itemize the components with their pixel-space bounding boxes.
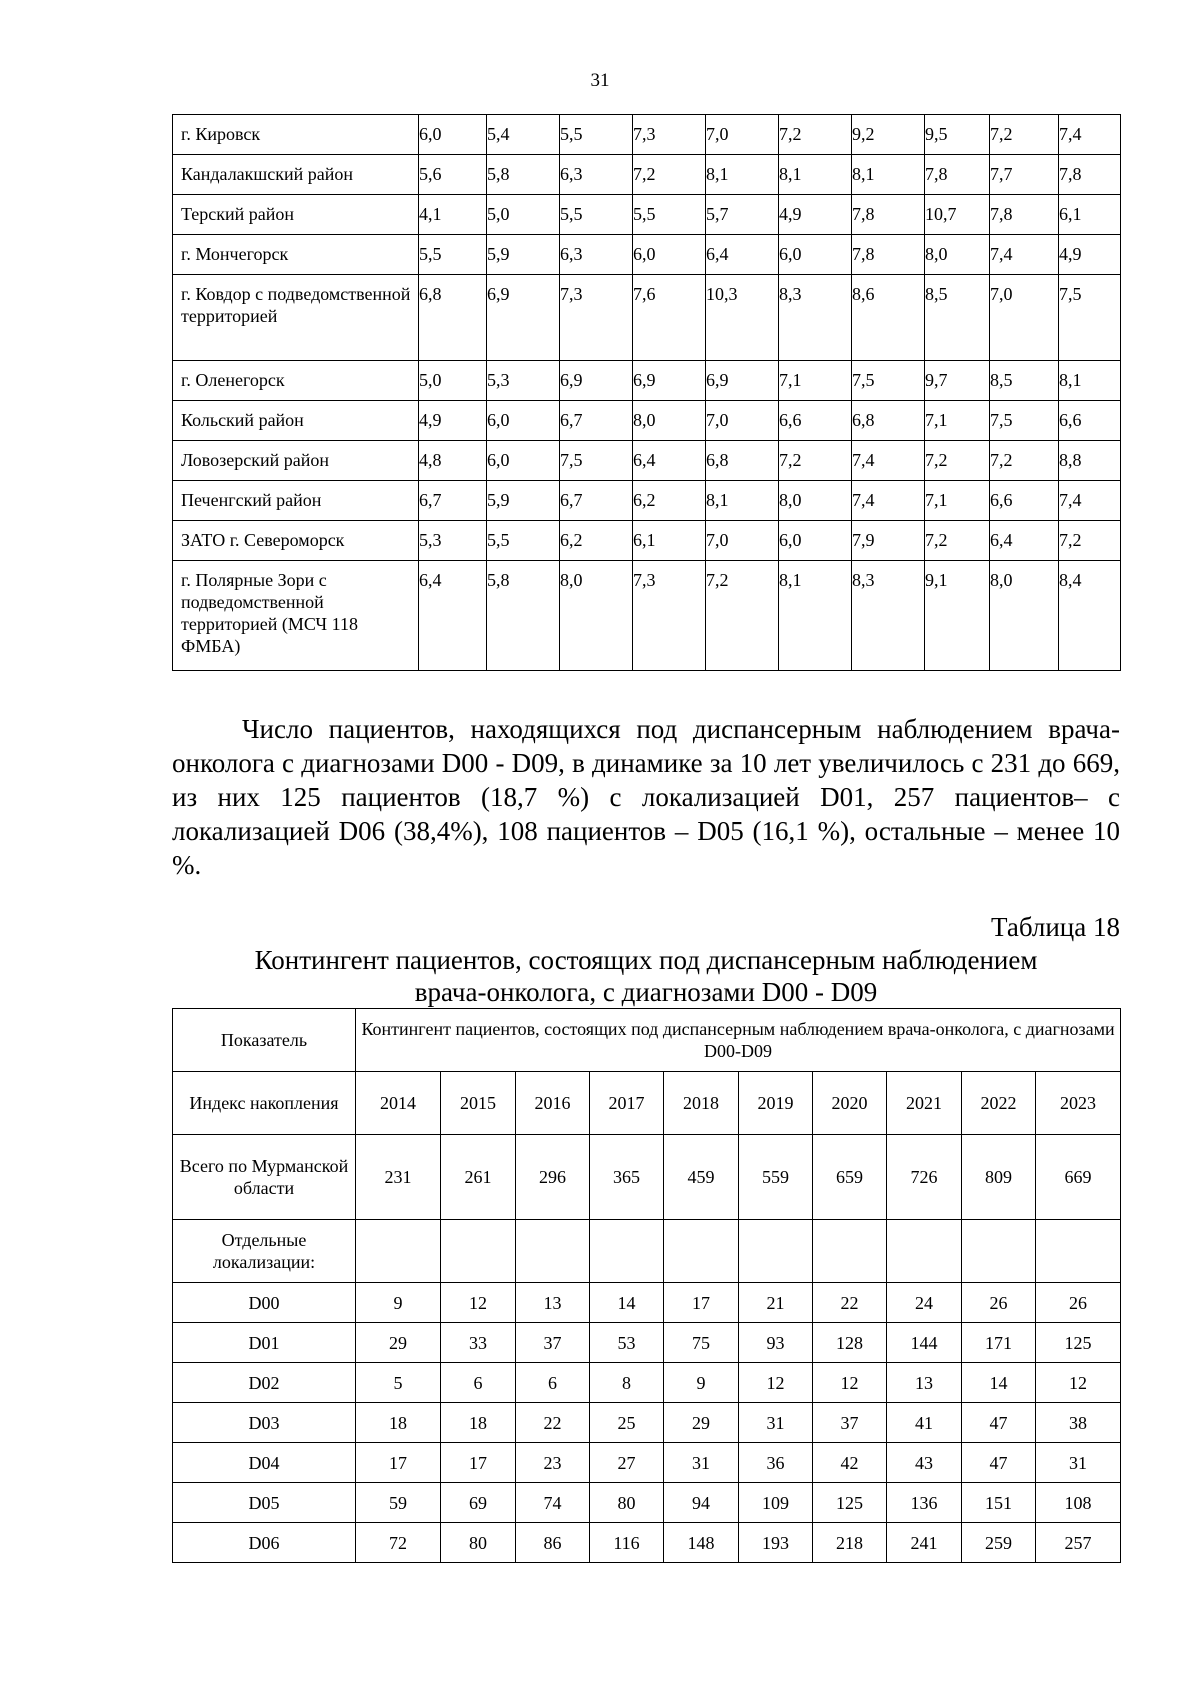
table-row bbox=[173, 1403, 1121, 1443]
cell-value: 6,9 bbox=[487, 275, 560, 361]
cell-value: 8,5 bbox=[925, 275, 990, 361]
row-label: Отдельные локализации: bbox=[173, 1220, 356, 1283]
cell-value: 296 bbox=[516, 1135, 590, 1220]
cell-value: 2022 bbox=[962, 1072, 1036, 1135]
cell-value: 6,1 bbox=[633, 521, 706, 561]
cell-value: 12 bbox=[441, 1283, 516, 1323]
cell-value: 8,3 bbox=[779, 275, 852, 361]
cell-value: 7,5 bbox=[560, 441, 633, 481]
cell-value: 171 bbox=[962, 1323, 1036, 1363]
table-row bbox=[173, 1323, 1121, 1363]
cell-value: 8,8 bbox=[1059, 441, 1121, 481]
row-label: Индекс накопления bbox=[173, 1072, 356, 1135]
cell-value: 22 bbox=[516, 1403, 590, 1443]
cell-value: 2021 bbox=[887, 1072, 962, 1135]
cell-value: 5,9 bbox=[487, 481, 560, 521]
cell-value: 459 bbox=[664, 1135, 739, 1220]
cell-value: 8,1 bbox=[779, 561, 852, 671]
cell-value: 21 bbox=[739, 1283, 813, 1323]
cell-value: 17 bbox=[664, 1283, 739, 1323]
cell-value: 5,4 bbox=[487, 115, 560, 155]
cell-value: 8,0 bbox=[633, 401, 706, 441]
cell-value: 18 bbox=[356, 1403, 441, 1443]
cell-value: 47 bbox=[962, 1403, 1036, 1443]
row-label: D00 bbox=[173, 1283, 356, 1323]
cell-value: 2014 bbox=[356, 1072, 441, 1135]
cell-value bbox=[813, 1220, 887, 1283]
cell-value: 8,1 bbox=[852, 155, 925, 195]
cell-value: 5,8 bbox=[487, 155, 560, 195]
cell-value: 75 bbox=[664, 1323, 739, 1363]
cell-value: 13 bbox=[516, 1283, 590, 1323]
row-name: Печенгский район bbox=[173, 481, 419, 521]
cell-value: 5,5 bbox=[487, 521, 560, 561]
cell-value: 4,9 bbox=[1059, 235, 1121, 275]
cell-value: 6,2 bbox=[560, 521, 633, 561]
cell-value: 7,2 bbox=[990, 441, 1059, 481]
cell-value: 6,0 bbox=[419, 115, 487, 155]
cell-value: 6,9 bbox=[560, 361, 633, 401]
cell-value bbox=[739, 1220, 813, 1283]
cell-value: 8,6 bbox=[852, 275, 925, 361]
cell-value: 6,6 bbox=[779, 401, 852, 441]
cell-value bbox=[1036, 1220, 1121, 1283]
cell-value: 5,9 bbox=[487, 235, 560, 275]
cell-value: 136 bbox=[887, 1483, 962, 1523]
table-row bbox=[173, 401, 1121, 441]
cell-value: 559 bbox=[739, 1135, 813, 1220]
cell-value: 18 bbox=[441, 1403, 516, 1443]
cell-value: 7,5 bbox=[1059, 275, 1121, 361]
cell-value: 5,5 bbox=[633, 195, 706, 235]
cell-value: 2017 bbox=[590, 1072, 664, 1135]
cell-value: 22 bbox=[813, 1283, 887, 1323]
cell-value bbox=[664, 1220, 739, 1283]
cell-value: 69 bbox=[441, 1483, 516, 1523]
cell-value: 809 bbox=[962, 1135, 1036, 1220]
cell-value: 8,0 bbox=[779, 481, 852, 521]
cell-value: 94 bbox=[664, 1483, 739, 1523]
cell-value: 23 bbox=[516, 1443, 590, 1483]
cell-value: 7,8 bbox=[852, 195, 925, 235]
cell-value: 93 bbox=[739, 1323, 813, 1363]
cell-value: 7,6 bbox=[633, 275, 706, 361]
cell-value: 148 bbox=[664, 1523, 739, 1563]
cell-value: 7,2 bbox=[633, 155, 706, 195]
table-row bbox=[173, 441, 1121, 481]
cell-value: 128 bbox=[813, 1323, 887, 1363]
cell-value: 2016 bbox=[516, 1072, 590, 1135]
cell-value: 6,0 bbox=[487, 401, 560, 441]
cell-value: 365 bbox=[590, 1135, 664, 1220]
cell-value: 2015 bbox=[441, 1072, 516, 1135]
cell-value: 31 bbox=[739, 1403, 813, 1443]
cell-value: 257 bbox=[1036, 1523, 1121, 1563]
cell-value: 6,8 bbox=[852, 401, 925, 441]
cell-value: 6,0 bbox=[487, 441, 560, 481]
cell-value: 7,3 bbox=[633, 561, 706, 671]
row-name: Ловозерский район bbox=[173, 441, 419, 481]
cell-value: 5,5 bbox=[560, 115, 633, 155]
table-header-row bbox=[173, 1009, 1121, 1072]
contingent-table bbox=[172, 1008, 1121, 1563]
row-name: г. Ковдор с подведомственной территорией bbox=[173, 275, 419, 361]
cell-value: 5,0 bbox=[419, 361, 487, 401]
cell-value: 6,8 bbox=[419, 275, 487, 361]
cell-value: 9,1 bbox=[925, 561, 990, 671]
table-row bbox=[173, 155, 1121, 195]
cell-value: 7,8 bbox=[852, 235, 925, 275]
cell-value: 259 bbox=[962, 1523, 1036, 1563]
cell-value: 7,2 bbox=[925, 441, 990, 481]
cell-value: 7,8 bbox=[925, 155, 990, 195]
cell-value: 6,4 bbox=[706, 235, 779, 275]
cell-value: 6,9 bbox=[706, 361, 779, 401]
cell-value bbox=[441, 1220, 516, 1283]
cell-value: 37 bbox=[516, 1323, 590, 1363]
cell-value: 4,9 bbox=[419, 401, 487, 441]
table-row bbox=[173, 1283, 1121, 1323]
row-name: г. Оленегорск bbox=[173, 361, 419, 401]
cell-value: 193 bbox=[739, 1523, 813, 1563]
cell-value: 27 bbox=[590, 1443, 664, 1483]
cell-value: 6,6 bbox=[990, 481, 1059, 521]
cell-value: 37 bbox=[813, 1403, 887, 1443]
cell-value: 43 bbox=[887, 1443, 962, 1483]
cell-value: 14 bbox=[962, 1363, 1036, 1403]
cell-value: 12 bbox=[813, 1363, 887, 1403]
cell-value: 7,0 bbox=[706, 401, 779, 441]
cell-value: 86 bbox=[516, 1523, 590, 1563]
cell-value: 261 bbox=[441, 1135, 516, 1220]
row-label: Всего по Мурманской области bbox=[173, 1135, 356, 1220]
cell-value: 4,9 bbox=[779, 195, 852, 235]
table-row bbox=[173, 195, 1121, 235]
cell-value: 9,2 bbox=[852, 115, 925, 155]
cell-value: 17 bbox=[356, 1443, 441, 1483]
cell-value: 80 bbox=[590, 1483, 664, 1523]
cell-value: 7,4 bbox=[990, 235, 1059, 275]
cell-value: 7,2 bbox=[1059, 521, 1121, 561]
cell-value bbox=[887, 1220, 962, 1283]
cell-value: 12 bbox=[739, 1363, 813, 1403]
cell-value: 26 bbox=[962, 1283, 1036, 1323]
cell-value: 7,2 bbox=[779, 441, 852, 481]
header-indicator: Показатель bbox=[173, 1009, 356, 1072]
cell-value: 6,0 bbox=[633, 235, 706, 275]
cell-value: 24 bbox=[887, 1283, 962, 1323]
cell-value bbox=[516, 1220, 590, 1283]
cell-value: 2018 bbox=[664, 1072, 739, 1135]
cell-value: 8,1 bbox=[706, 481, 779, 521]
cell-value: 8,4 bbox=[1059, 561, 1121, 671]
table-title-line2: врача-онколога, с диагнозами D00 - D09 bbox=[414, 977, 878, 1007]
cell-value: 14 bbox=[590, 1283, 664, 1323]
table-row bbox=[173, 1483, 1121, 1523]
cell-value: 10,3 bbox=[706, 275, 779, 361]
cell-value: 6 bbox=[516, 1363, 590, 1403]
cell-value: 7,4 bbox=[1059, 481, 1121, 521]
cell-value: 9,5 bbox=[925, 115, 990, 155]
table-title-line1: Контингент пациентов, состоящих под диспансерным наблюдением bbox=[254, 945, 1038, 975]
body-paragraph: Число пациентов, находящихся под диспансерным наблюдением врача-онколога с диагнозами D00 - D09, в динамике за 10 лет увеличилось с 231 до 669, из них 125 пациентов (18,7 %) с локализацией D01, 257 пациентов– с локализацией D06 (38,4%), 108 пациентов – D05 (16,1 %), остальные – менее 10 %. bbox=[172, 714, 1120, 880]
cell-value: 6,7 bbox=[560, 481, 633, 521]
row-label: D05 bbox=[173, 1483, 356, 1523]
cell-value: 12 bbox=[1036, 1363, 1121, 1403]
cell-value: 669 bbox=[1036, 1135, 1121, 1220]
cell-value: 36 bbox=[739, 1443, 813, 1483]
cell-value: 31 bbox=[664, 1443, 739, 1483]
cell-value: 47 bbox=[962, 1443, 1036, 1483]
cell-value: 7,4 bbox=[852, 441, 925, 481]
cell-value: 6,6 bbox=[1059, 401, 1121, 441]
cell-value: 4,1 bbox=[419, 195, 487, 235]
cell-value: 6,3 bbox=[560, 235, 633, 275]
cell-value: 5 bbox=[356, 1363, 441, 1403]
cell-value: 5,0 bbox=[487, 195, 560, 235]
cell-value: 7,1 bbox=[925, 401, 990, 441]
cell-value: 7,2 bbox=[706, 561, 779, 671]
cell-value: 4,8 bbox=[419, 441, 487, 481]
table-row bbox=[173, 235, 1121, 275]
cell-value: 6,1 bbox=[1059, 195, 1121, 235]
cell-value: 6,0 bbox=[779, 521, 852, 561]
row-name: ЗАТО г. Североморск bbox=[173, 521, 419, 561]
cell-value: 41 bbox=[887, 1403, 962, 1443]
cell-value: 42 bbox=[813, 1443, 887, 1483]
cell-value: 6 bbox=[441, 1363, 516, 1403]
cell-value: 5,6 bbox=[419, 155, 487, 195]
cell-value: 7,5 bbox=[852, 361, 925, 401]
cell-value: 7,2 bbox=[779, 115, 852, 155]
cell-value: 6,8 bbox=[706, 441, 779, 481]
table-row bbox=[173, 481, 1121, 521]
cell-value: 6,7 bbox=[560, 401, 633, 441]
cell-value: 7,0 bbox=[990, 275, 1059, 361]
cell-value: 5,8 bbox=[487, 561, 560, 671]
table-row bbox=[173, 521, 1121, 561]
cell-value bbox=[590, 1220, 664, 1283]
cell-value: 29 bbox=[356, 1323, 441, 1363]
cell-value: 2019 bbox=[739, 1072, 813, 1135]
cell-value: 80 bbox=[441, 1523, 516, 1563]
cell-value: 7,9 bbox=[852, 521, 925, 561]
incidence-table bbox=[172, 114, 1121, 671]
cell-value: 2020 bbox=[813, 1072, 887, 1135]
table-row bbox=[173, 275, 1121, 361]
table-row bbox=[173, 1523, 1121, 1563]
cell-value: 31 bbox=[1036, 1443, 1121, 1483]
cell-value: 10,7 bbox=[925, 195, 990, 235]
cell-value: 8,3 bbox=[852, 561, 925, 671]
cell-value: 151 bbox=[962, 1483, 1036, 1523]
cell-value: 7,0 bbox=[706, 115, 779, 155]
row-name: Кандалакшский район bbox=[173, 155, 419, 195]
cell-value: 5,5 bbox=[419, 235, 487, 275]
row-label: D03 bbox=[173, 1403, 356, 1443]
cell-value: 74 bbox=[516, 1483, 590, 1523]
cell-value: 116 bbox=[590, 1523, 664, 1563]
cell-value: 7,0 bbox=[706, 521, 779, 561]
cell-value: 108 bbox=[1036, 1483, 1121, 1523]
cell-value: 8 bbox=[590, 1363, 664, 1403]
cell-value: 6,4 bbox=[419, 561, 487, 671]
cell-value: 6,7 bbox=[419, 481, 487, 521]
cell-value: 25 bbox=[590, 1403, 664, 1443]
cell-value: 7,8 bbox=[990, 195, 1059, 235]
cell-value: 9 bbox=[356, 1283, 441, 1323]
cell-value: 5,5 bbox=[560, 195, 633, 235]
cell-value: 2023 bbox=[1036, 1072, 1121, 1135]
cell-value: 9 bbox=[664, 1363, 739, 1403]
cell-value: 6,2 bbox=[633, 481, 706, 521]
years-row bbox=[173, 1072, 1121, 1135]
cell-value: 109 bbox=[739, 1483, 813, 1523]
cell-value: 7,3 bbox=[560, 275, 633, 361]
cell-value: 17 bbox=[441, 1443, 516, 1483]
cell-value: 6,3 bbox=[560, 155, 633, 195]
cell-value: 7,8 bbox=[1059, 155, 1121, 195]
cell-value: 26 bbox=[1036, 1283, 1121, 1323]
row-label: D04 bbox=[173, 1443, 356, 1483]
cell-value: 9,7 bbox=[925, 361, 990, 401]
cell-value bbox=[962, 1220, 1036, 1283]
table-title bbox=[172, 944, 1120, 1008]
cell-value: 6,9 bbox=[633, 361, 706, 401]
cell-value: 8,1 bbox=[1059, 361, 1121, 401]
cell-value: 7,4 bbox=[852, 481, 925, 521]
cell-value: 8,1 bbox=[779, 155, 852, 195]
cell-value: 33 bbox=[441, 1323, 516, 1363]
cell-value: 7,3 bbox=[633, 115, 706, 155]
cell-value: 7,2 bbox=[990, 115, 1059, 155]
cell-value: 659 bbox=[813, 1135, 887, 1220]
row-label: D01 bbox=[173, 1323, 356, 1363]
row-name: г. Кировск bbox=[173, 115, 419, 155]
cell-value: 144 bbox=[887, 1323, 962, 1363]
cell-value: 125 bbox=[1036, 1323, 1121, 1363]
cell-value: 8,0 bbox=[925, 235, 990, 275]
cell-value: 5,3 bbox=[487, 361, 560, 401]
page-number: 31 bbox=[590, 70, 610, 91]
total-row bbox=[173, 1135, 1121, 1220]
row-label: D02 bbox=[173, 1363, 356, 1403]
table-row bbox=[173, 1443, 1121, 1483]
row-name: г. Мончегорск bbox=[173, 235, 419, 275]
subheader-row bbox=[173, 1220, 1121, 1283]
cell-value: 29 bbox=[664, 1403, 739, 1443]
cell-value: 53 bbox=[590, 1323, 664, 1363]
table-row bbox=[173, 1363, 1121, 1403]
cell-value: 125 bbox=[813, 1483, 887, 1523]
cell-value: 7,1 bbox=[925, 481, 990, 521]
cell-value: 8,0 bbox=[560, 561, 633, 671]
cell-value: 7,1 bbox=[779, 361, 852, 401]
cell-value: 7,7 bbox=[990, 155, 1059, 195]
cell-value: 13 bbox=[887, 1363, 962, 1403]
cell-value: 72 bbox=[356, 1523, 441, 1563]
row-label: D06 bbox=[173, 1523, 356, 1563]
row-name: Кольский район bbox=[173, 401, 419, 441]
cell-value: 5,7 bbox=[706, 195, 779, 235]
row-name: г. Полярные Зори с подведомственной территорией (МСЧ 118 ФМБА) bbox=[173, 561, 419, 671]
table-row bbox=[173, 115, 1121, 155]
cell-value: 8,1 bbox=[706, 155, 779, 195]
cell-value: 241 bbox=[887, 1523, 962, 1563]
cell-value: 59 bbox=[356, 1483, 441, 1523]
cell-value: 7,4 bbox=[1059, 115, 1121, 155]
cell-value bbox=[356, 1220, 441, 1283]
cell-value: 6,4 bbox=[633, 441, 706, 481]
cell-value: 7,5 bbox=[990, 401, 1059, 441]
cell-value: 8,0 bbox=[990, 561, 1059, 671]
cell-value: 231 bbox=[356, 1135, 441, 1220]
cell-value: 726 bbox=[887, 1135, 962, 1220]
cell-value: 5,3 bbox=[419, 521, 487, 561]
cell-value: 6,0 bbox=[779, 235, 852, 275]
cell-value: 218 bbox=[813, 1523, 887, 1563]
cell-value: 38 bbox=[1036, 1403, 1121, 1443]
cell-value: 7,2 bbox=[925, 521, 990, 561]
table-row bbox=[173, 361, 1121, 401]
table-label: Таблица 18 bbox=[991, 912, 1120, 942]
cell-value: 6,4 bbox=[990, 521, 1059, 561]
row-name: Терский район bbox=[173, 195, 419, 235]
cell-value: 8,5 bbox=[990, 361, 1059, 401]
table-row bbox=[173, 561, 1121, 671]
header-group: Контингент пациентов, состоящих под диспансерным наблюдением врача-онколога, с диагнозами D00-D09 bbox=[356, 1009, 1121, 1072]
